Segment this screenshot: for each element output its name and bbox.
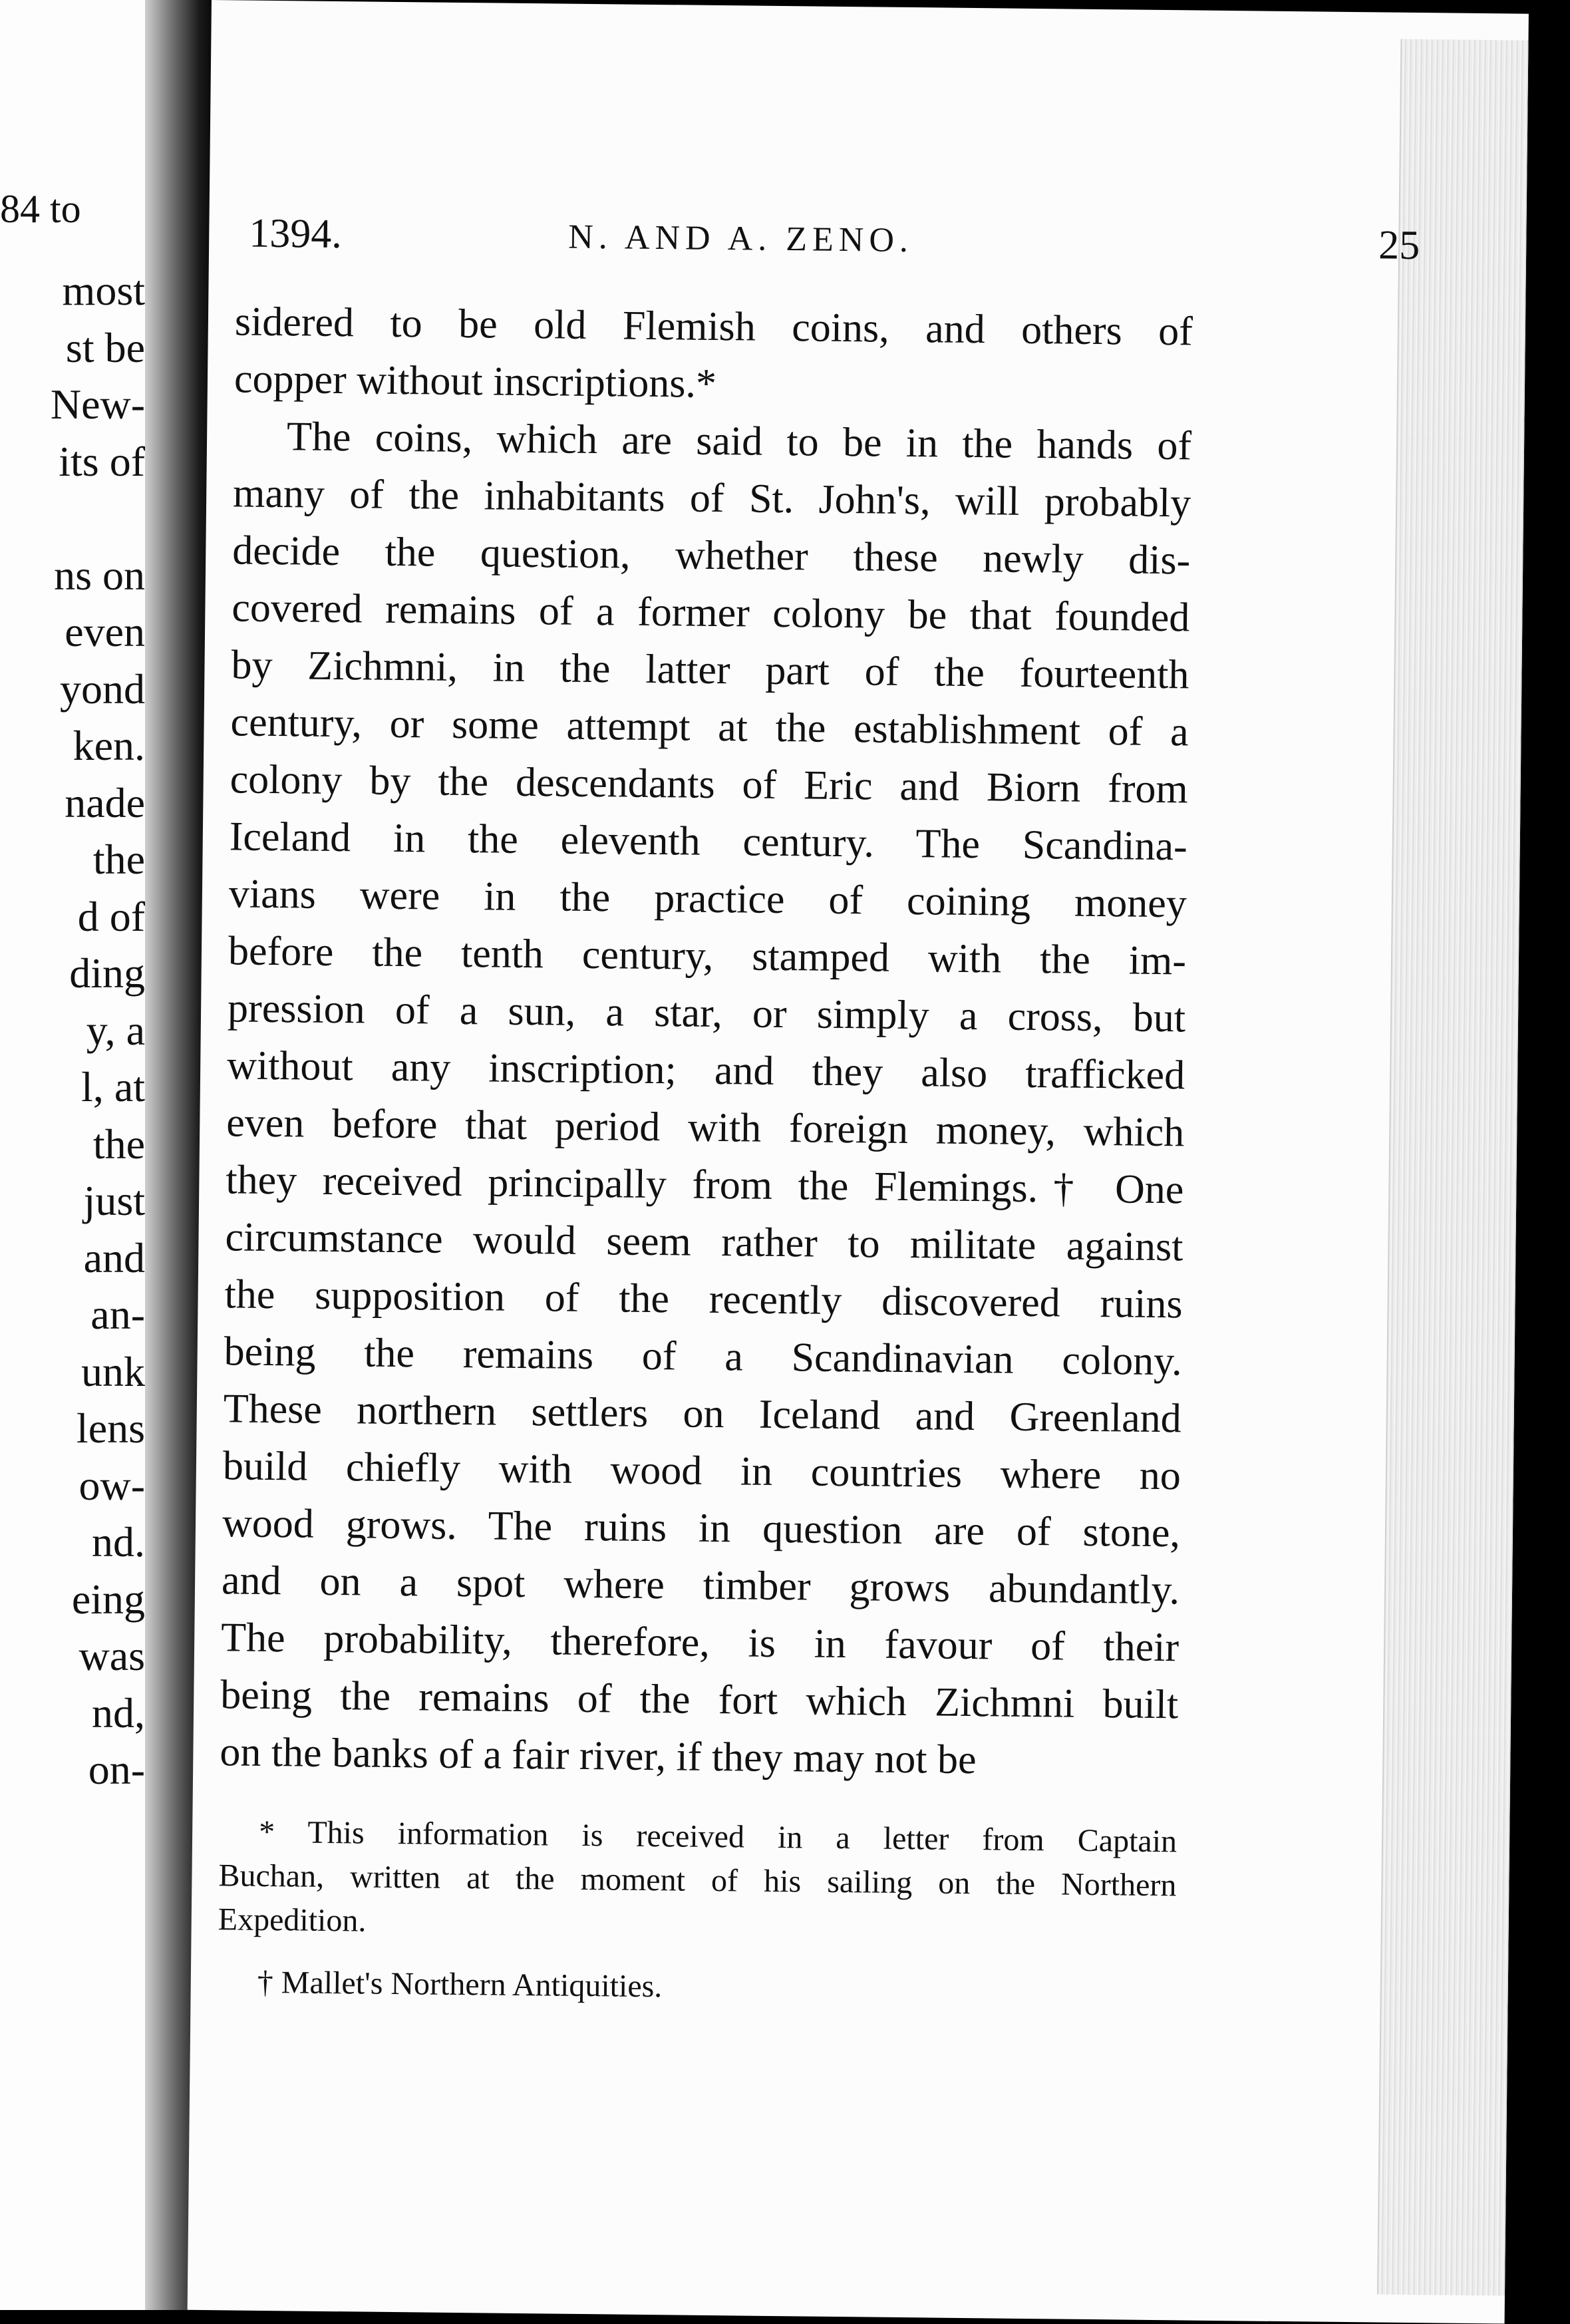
left-page-fragment <box>0 0 145 2310</box>
body-line: copper without inscriptions.* <box>234 356 717 407</box>
body-line: by Zichmni, in the latter part of the fourteenth <box>231 642 1189 698</box>
left-page-line: d of <box>77 893 145 940</box>
left-page-line: unk <box>81 1348 145 1395</box>
body-line: sidered to be old Flemish coins, and others of <box>234 299 1193 355</box>
running-head <box>249 210 1420 275</box>
body-line: decide the question, whether these newly dis- <box>232 528 1191 583</box>
left-page-line: New- <box>50 381 145 428</box>
left-page-line: yond <box>60 665 145 713</box>
body-line: colony by the descendants of Eric and Biorn from <box>230 756 1189 812</box>
left-page-line: ow- <box>78 1462 145 1509</box>
body-line: build chiefly with wood in countries where no <box>222 1443 1181 1499</box>
left-page-line: its of <box>59 438 145 485</box>
body-line: many of the inhabitants of St. John's, will probably <box>232 470 1191 526</box>
body-line: before the tenth century, stamped with the im- <box>228 928 1187 984</box>
body-line: being the remains of the fort which Zichmni built <box>220 1672 1179 1728</box>
main-page <box>188 0 1529 2324</box>
body-text <box>220 293 1193 1790</box>
left-page-line: an- <box>90 1291 145 1338</box>
body-line: vians were in the practice of coining money <box>228 871 1187 927</box>
left-page-line: nd, <box>92 1689 145 1737</box>
left-page-line: ken. <box>73 722 145 769</box>
page-number: 25 <box>1378 222 1420 269</box>
body-line: wood grows. The ruins in question are of stone, <box>222 1500 1181 1556</box>
footnote-line: * This information is received in a letter from Captain <box>258 1814 1178 1860</box>
body-line: The coins, which are said to be in the hands of <box>286 414 1192 469</box>
left-page-line: on- <box>88 1746 145 1793</box>
left-page-header: 84 to <box>0 187 81 231</box>
footnotes <box>217 1810 1177 2014</box>
body-line: century, or some attempt at the establishment of a <box>230 699 1189 755</box>
body-line: on the banks of a fair river, if they may not be <box>220 1729 977 1783</box>
body-line: even before that period with foreign money, which <box>226 1100 1185 1156</box>
left-page-line: l, at <box>81 1063 145 1110</box>
running-head-year: 1394. <box>248 210 343 257</box>
body-line: Iceland in the eleventh century. The Scandina- <box>229 814 1188 870</box>
body-line: These northern settlers on Iceland and Greenland <box>223 1386 1182 1442</box>
left-page-line: ding <box>69 949 145 997</box>
left-page-line: the <box>92 836 145 883</box>
body-line: without any inscription; and they also trafficked <box>226 1043 1185 1098</box>
left-page-line: and <box>83 1234 145 1281</box>
left-page-line: nade <box>65 779 145 826</box>
footnote-line: † Mallet's Northern Antiquities. <box>257 1964 663 2005</box>
running-head-title: N. AND A. ZENO. <box>568 218 914 260</box>
left-page-line: the <box>92 1120 145 1168</box>
page-fore-edge <box>1377 39 1528 2296</box>
body-line: pression of a sun, a star, or simply a cross, but <box>227 985 1186 1041</box>
footnote-line: Expedition. <box>218 1902 367 1939</box>
body-line: covered remains of a former colony be that founded <box>232 585 1190 641</box>
footnote-line: Buchan, written at the moment of his sailing on the Northern <box>218 1858 1177 1904</box>
left-page-line: ns on <box>54 552 145 599</box>
left-page-line: eing <box>71 1576 145 1623</box>
left-page-line: lens <box>76 1405 145 1452</box>
left-page-line: y, a <box>86 1007 145 1054</box>
left-page-line: st be <box>65 324 145 371</box>
body-line: being the remains of a Scandinavian colony. <box>224 1329 1183 1385</box>
body-line: circumstance would seem rather to militate against <box>225 1214 1183 1270</box>
body-line: the supposition of the recently discovered ruins <box>224 1271 1183 1327</box>
left-page-line: was <box>78 1632 145 1679</box>
body-line: The probability, therefore, is in favour of their <box>220 1615 1179 1671</box>
left-page-line: just <box>83 1177 145 1224</box>
body-line: they received principally from the Flemings.† One <box>226 1157 1184 1213</box>
left-page-line: nd. <box>92 1518 145 1566</box>
left-page-line: most <box>62 267 145 314</box>
left-page-line: even <box>65 608 145 655</box>
body-line: and on a spot where timber grows abundantly. <box>221 1558 1180 1613</box>
